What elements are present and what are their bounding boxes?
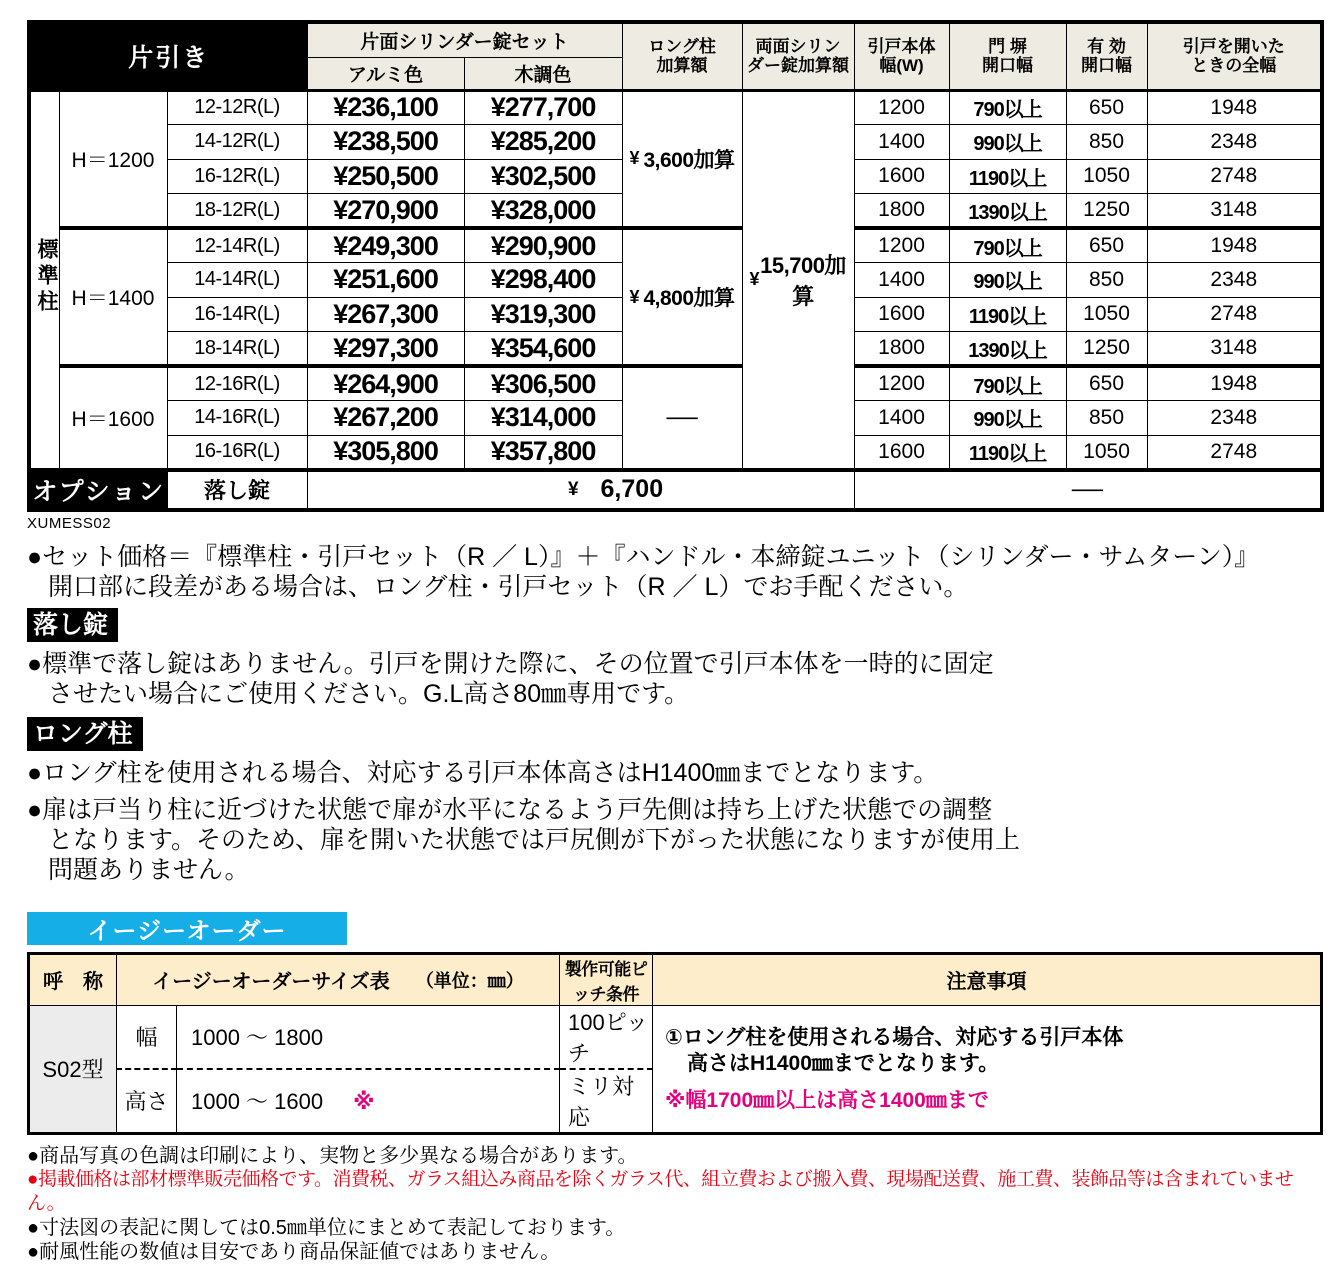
option-amount: 6,700 <box>600 475 664 503</box>
price-wood: ¥357,800 <box>464 435 622 470</box>
add-amount: 4,800加算 <box>643 287 735 310</box>
model-cell: 12-16R(L) <box>167 366 307 401</box>
note-drop-lock-line2: させたい場合にご使用ください。G.L高さ80㎜専用です。 <box>48 679 690 708</box>
option-dash-cell: ── <box>854 470 1322 510</box>
full-width-value: 2348 <box>1147 263 1322 298</box>
note-set-price-line2: 開口部に段差がある場合は、ロング柱・引戸セット（R ／ L）でお手配ください。 <box>48 572 969 601</box>
yen-sign: ¥ <box>629 148 640 169</box>
gate-opening-value: 990以上 <box>949 401 1066 436</box>
header-gate-opening-line1: 門 塀 <box>988 37 1027 57</box>
note-set-price-line1: ●セット価格＝『標準柱・引戸セット（R ／ L）』＋『ハンドル・本締錠ユニット（シリンダー・サムターン）』 <box>27 542 1260 571</box>
add-amount: 3,600加算 <box>643 148 735 172</box>
body-width-value: 1800 <box>854 194 949 229</box>
footer-note-1: ●商品写真の色調は印刷により、実物と多少異なる場合があります。 <box>27 1144 638 1167</box>
gate-opening-value: 990以上 <box>949 125 1066 160</box>
option-price-cell <box>307 470 854 510</box>
full-width-value: 2348 <box>1147 125 1322 160</box>
table-row <box>29 366 1322 401</box>
header-wood-color: 木調色 <box>464 57 622 90</box>
header-body-width-line2: 幅(W) <box>879 56 924 76</box>
full-width-value: 2348 <box>1147 401 1322 436</box>
easy-header-size-unit: （単位：㎜） <box>415 970 524 991</box>
long-post-add-value <box>623 282 742 312</box>
gate-opening-value: 790以上 <box>949 228 1066 263</box>
header-effective-opening-line2: 開口幅 <box>1081 56 1133 76</box>
footer-notes <box>27 1144 1320 1264</box>
full-width-value: 3148 <box>1147 332 1322 367</box>
easy-range-height-mark: ※ <box>353 1089 375 1114</box>
easy-header-size <box>117 953 560 1005</box>
model-cell: 14-14R(L) <box>167 263 307 298</box>
price-aluminum: ¥267,300 <box>307 297 464 332</box>
model-cell: 16-14R(L) <box>167 297 307 332</box>
effective-opening-value: 1050 <box>1066 159 1147 194</box>
header-aluminum-color: アルミ色 <box>307 57 464 90</box>
height-group-1400: H＝1400 <box>59 228 167 366</box>
standard-post-label: 標準柱 <box>35 238 58 316</box>
option-row <box>29 470 1322 510</box>
yen-sign: ¥ <box>629 286 640 307</box>
footer-note-2-red: ●掲載価格は部材標準販売価格です。消費税、ガラス組込み商品を除くガラス代、組立費および搬入費、現場配送費、施工費、装飾品等は含まれていません。 <box>27 1168 1294 1214</box>
body-width-value: 1400 <box>854 125 949 160</box>
easy-dim-height: 高さ <box>117 1069 177 1134</box>
easy-header-size-title: イージーオーダーサイズ表 <box>152 971 390 993</box>
row-header-standard-post <box>29 90 59 470</box>
model-cell: 14-12R(L) <box>167 125 307 160</box>
header-full-width-line2: ときの全幅 <box>1191 56 1277 76</box>
model-cell: 16-12R(L) <box>167 159 307 194</box>
easy-caution-line2: 高さはH1400㎜までとなります。 <box>687 1052 1000 1075</box>
full-width-value: 3148 <box>1147 194 1322 229</box>
header-effective-opening-line1: 有 効 <box>1087 37 1126 57</box>
effective-opening-value: 650 <box>1066 366 1147 401</box>
add-amount: 15,700加算 <box>760 252 846 309</box>
price-wood: ¥285,200 <box>464 125 622 160</box>
height-group-1200: H＝1200 <box>59 90 167 228</box>
option-item-drop-lock: 落し錠 <box>167 470 307 510</box>
easy-caution-line1: ①ロング柱を使用される場合、対応する引戸本体 <box>665 1026 1124 1049</box>
table-row <box>29 228 1322 263</box>
model-cell: 16-16R(L) <box>167 435 307 470</box>
effective-opening-value: 1050 <box>1066 435 1147 470</box>
header-full-width-line1: 引戸を開いた <box>1182 37 1285 57</box>
table-row <box>29 90 1322 125</box>
section-tag-drop-lock: 落し錠 <box>27 608 118 642</box>
price-aluminum: ¥267,200 <box>307 401 464 436</box>
height-group-1600: H＝1600 <box>59 366 167 470</box>
price-wood: ¥354,600 <box>464 332 622 367</box>
easy-order-header-row <box>29 953 1322 1005</box>
easy-order-banner: イージーオーダー <box>27 912 347 945</box>
easy-order-table <box>27 952 1323 1135</box>
gate-opening-value: 790以上 <box>949 90 1066 125</box>
price-wood: ¥298,400 <box>464 263 622 298</box>
price-wood: ¥290,900 <box>464 228 622 263</box>
effective-opening-value: 650 <box>1066 90 1147 125</box>
easy-pitch-width: 100ピッチ <box>560 1005 653 1069</box>
easy-header-caution: 注意事項 <box>653 953 1322 1005</box>
full-width-value: 1948 <box>1147 366 1322 401</box>
price-aluminum: ¥305,800 <box>307 435 464 470</box>
effective-opening-value: 850 <box>1066 125 1147 160</box>
header-long-post-line2: 加算額 <box>656 56 708 76</box>
easy-caution-pink-note: ※幅1700㎜以上は高さ1400㎜まで <box>665 1089 989 1112</box>
price-aluminum: ¥264,900 <box>307 366 464 401</box>
price-wood: ¥277,700 <box>464 90 622 125</box>
easy-model-name: S02型 <box>29 1005 117 1133</box>
body-width-value: 1600 <box>854 297 949 332</box>
price-aluminum: ¥249,300 <box>307 228 464 263</box>
body-width-value: 1600 <box>854 435 949 470</box>
full-width-value: 2748 <box>1147 297 1322 332</box>
effective-opening-value: 850 <box>1066 263 1147 298</box>
note-drop-lock-line1: ●標準で落し錠はありません。引戸を開けた際に、その位置で引戸本体を一時的に固定 <box>27 649 994 678</box>
effective-opening-value: 1250 <box>1066 332 1147 367</box>
footer-note-4: ●耐風性能の数値は目安であり商品保証値ではありません。 <box>27 1240 561 1263</box>
double-lock-add-value <box>743 249 854 311</box>
product-code: XUMESS02 <box>27 514 112 532</box>
header-long-post-add <box>622 22 742 90</box>
price-wood: ¥306,500 <box>464 366 622 401</box>
header-effective-opening <box>1066 22 1147 90</box>
price-wood: ¥319,300 <box>464 297 622 332</box>
model-cell: 12-12R(L) <box>167 90 307 125</box>
model-cell: 14-16R(L) <box>167 401 307 436</box>
header-gate-opening <box>949 22 1066 90</box>
header-cylinder-lock-set: 片面シリンダー錠セット <box>307 22 622 57</box>
body-width-value: 1400 <box>854 263 949 298</box>
header-double-lock-line2: ダー錠加算額 <box>747 56 850 76</box>
full-width-value: 2748 <box>1147 159 1322 194</box>
body-width-value: 1400 <box>854 401 949 436</box>
price-aluminum: ¥297,300 <box>307 332 464 367</box>
price-wood: ¥302,500 <box>464 159 622 194</box>
easy-caution-cell <box>653 1005 1322 1133</box>
corner-header-single-sliding: 片引き <box>29 22 307 90</box>
easy-order-width-row <box>29 1005 1322 1069</box>
yen-sign: ¥ <box>749 269 760 289</box>
price-aluminum: ¥250,500 <box>307 159 464 194</box>
price-aluminum: ¥251,600 <box>307 263 464 298</box>
note-long-post-bullet2-line2: となります。そのため、扉を開いた状態では戸尻側が下がった状態になりますが使用上 <box>48 825 1021 854</box>
easy-range-width: 1000 ～ 1800 <box>177 1005 560 1069</box>
full-width-value: 1948 <box>1147 228 1322 263</box>
gate-opening-value: 1190以上 <box>949 297 1066 332</box>
price-aluminum: ¥236,100 <box>307 90 464 125</box>
full-width-value: 1948 <box>1147 90 1322 125</box>
easy-header-size-wrap <box>117 965 559 994</box>
effective-opening-value: 1250 <box>1066 194 1147 229</box>
yen-sign: ¥ <box>567 478 579 500</box>
note-long-post-bullet2-line3: 問題ありません。 <box>48 855 250 884</box>
model-cell: 18-14R(L) <box>167 332 307 367</box>
price-wood: ¥328,000 <box>464 194 622 229</box>
note-long-post-bullet2-line1: ●扉は戸当り柱に近づけた状態で扉が水平になるよう戸先側は持ち上げた状態での調整 <box>27 795 993 824</box>
header-long-post-line1: ロング柱 <box>648 37 716 57</box>
model-cell: 18-12R(L) <box>167 194 307 229</box>
easy-range-height-value: 1000 ～ 1600 <box>191 1089 324 1114</box>
full-width-value: 2748 <box>1147 435 1322 470</box>
header-double-lock-add <box>742 22 854 90</box>
model-cell: 12-14R(L) <box>167 228 307 263</box>
easy-pitch-height: ミリ対応 <box>560 1069 653 1134</box>
body-width-value: 1600 <box>854 159 949 194</box>
price-table <box>27 20 1324 512</box>
header-double-lock-line1: 両面シリン <box>755 37 841 57</box>
header-full-width-open <box>1147 22 1322 90</box>
footer-note-3: ●寸法図の表記に関しては0.5㎜単位にまとめて表記しております。 <box>27 1216 626 1239</box>
long-post-add-1600-dash: ── <box>622 366 742 470</box>
long-post-add-1400 <box>622 228 742 366</box>
effective-opening-value: 850 <box>1066 401 1147 436</box>
note-long-post-bullet1: ●ロング柱を使用される場合、対応する引戸本体高さはH1400㎜までとなります。 <box>27 758 939 787</box>
body-width-value: 1200 <box>854 228 949 263</box>
price-aluminum: ¥238,500 <box>307 125 464 160</box>
gate-opening-value: 1190以上 <box>949 435 1066 470</box>
easy-header-name: 呼 称 <box>29 953 117 1005</box>
price-aluminum: ¥270,900 <box>307 194 464 229</box>
body-width-value: 1200 <box>854 366 949 401</box>
option-label: オプション <box>29 470 167 510</box>
header-body-width <box>854 22 949 90</box>
option-price-value <box>308 475 854 504</box>
gate-opening-value: 1390以上 <box>949 332 1066 367</box>
easy-range-height <box>177 1069 560 1134</box>
long-post-add-value <box>623 144 742 174</box>
gate-opening-value: 790以上 <box>949 366 1066 401</box>
gate-opening-value: 1390以上 <box>949 194 1066 229</box>
body-width-value: 1800 <box>854 332 949 367</box>
price-wood: ¥314,000 <box>464 401 622 436</box>
gate-opening-value: 990以上 <box>949 263 1066 298</box>
easy-dim-width: 幅 <box>117 1005 177 1069</box>
section-tag-long-post: ロング柱 <box>27 717 143 751</box>
effective-opening-value: 1050 <box>1066 297 1147 332</box>
header-gate-opening-line2: 開口幅 <box>982 56 1034 76</box>
table-header-row-1 <box>29 22 1322 57</box>
easy-header-pitch: 製作可能ピッチ条件 <box>560 953 653 1005</box>
double-lock-add-cell <box>742 90 854 470</box>
gate-opening-value: 1190以上 <box>949 159 1066 194</box>
body-width-value: 1200 <box>854 90 949 125</box>
header-body-width-line1: 引戸本体 <box>867 37 936 57</box>
effective-opening-value: 650 <box>1066 228 1147 263</box>
long-post-add-1200 <box>622 90 742 228</box>
